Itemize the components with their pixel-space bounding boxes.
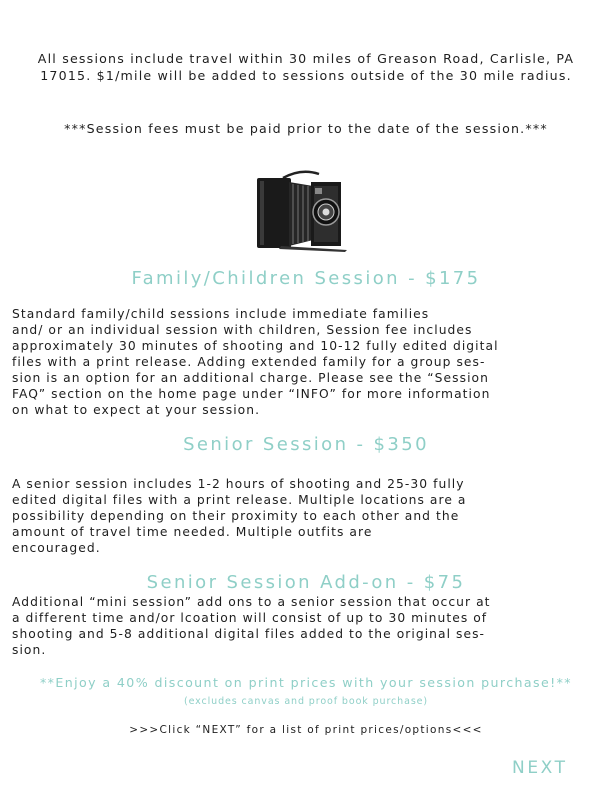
senior-addon-description: Additional “mini session” add ons to a senior session that occur at a different time and/or lcoation will consist of up to 30 minutes of shooting and 5-8 additional digital files added to the original ses- sion.: [12, 595, 491, 657]
fees-policy-text: ***Session fees must be paid prior to the date of the session.***: [64, 121, 548, 136]
vintage-camera-icon: [251, 164, 351, 254]
print-discount-note: [20, 674, 592, 710]
senior-addon-heading: Senior Session Add-on - $75: [146, 572, 466, 593]
senior-session-description: A senior session includes 1-2 hours of shooting and 25-30 fully edited digital files with a print release. Multiple locations are a possibility depending on their proximity to each other and the amount of travel time needed. Multiple outfits are encouraged.: [12, 477, 467, 555]
senior-session-heading: Senior Session - $350: [183, 434, 429, 455]
family-session-description: Standard family/child sessions include immediate families and/ or an individual session with children, Session fee includes approximately 30 minutes of shooting and 10-12 fully edited digital files with a print release. Adding extended family for a group ses- sion is an option for an additional charge. Please see the “Session FAQ” section on the home page under “INFO” for more information on what to expect at your session.: [12, 307, 499, 417]
discount-main-text: **Enjoy a 40% discount on print prices with your session purchase!**: [39, 675, 572, 690]
travel-policy-text: All sessions include travel within 30 miles of Greason Road, Carlisle, PA 17015. $1/mile will be added to sessions outside of the 30 mile radius.: [37, 51, 575, 83]
family-session-heading: Family/Children Session - $175: [131, 268, 481, 289]
click-next-instruction: >>>Click “NEXT” for a list of print prices/options<<<: [129, 724, 483, 736]
next-link[interactable]: NEXT: [512, 758, 568, 778]
discount-exclusion-text: (excludes canvas and proof book purchase): [183, 696, 429, 707]
